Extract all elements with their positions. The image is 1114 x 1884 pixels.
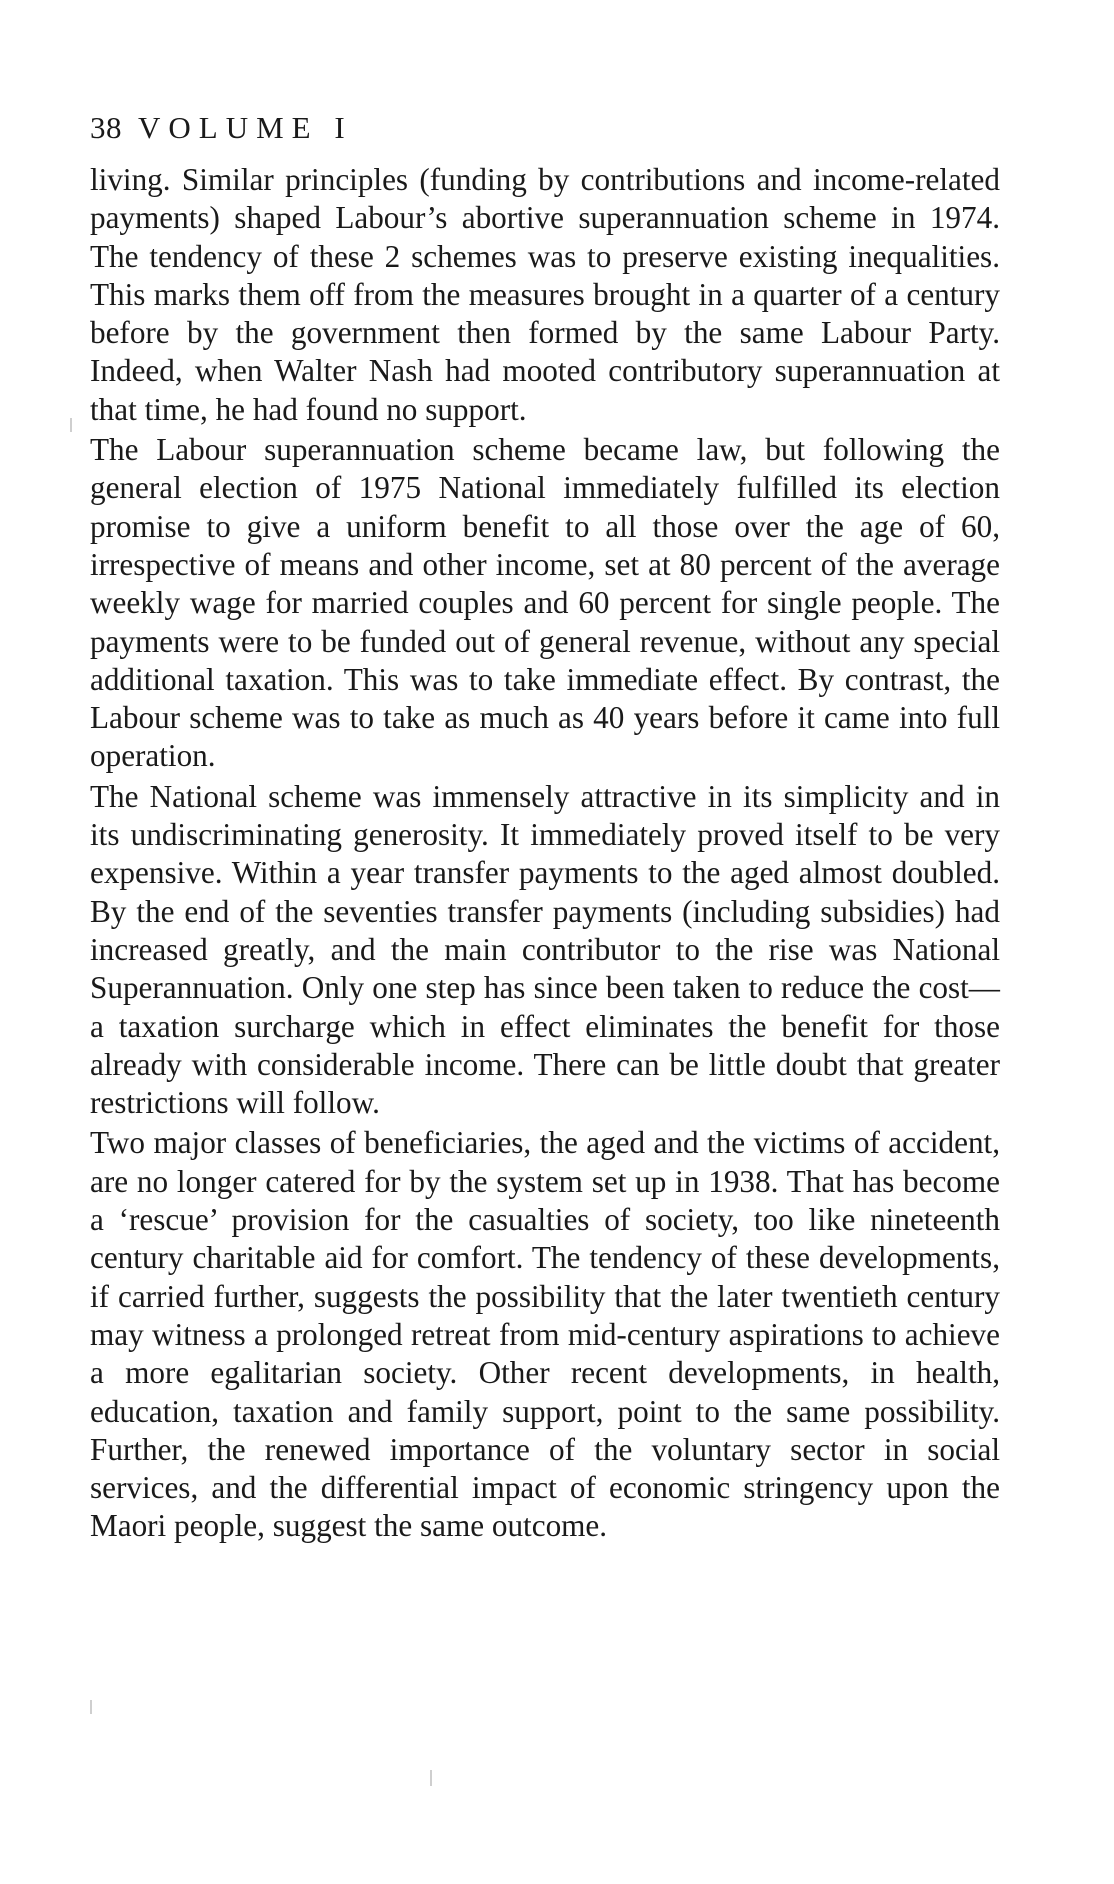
scan-speck: [430, 1770, 432, 1786]
paragraph-3: The National scheme was immensely attractive in its simplicity and in its undiscriminating generosity. It immediately proved itself to be very expensive. Within a year transfer payments to the aged almost doubled. By the end of the seventies transfer payments (including subsidies) had increased greatly, and the main contributor to the rise was National Superannuation. Only one step has since been taken to reduce the cost—a taxation surcharge which in effect eliminates the benefit for those already with considerable income. There can be little doubt that greater restrictions will follow.: [90, 778, 1000, 1121]
paragraph-2: The Labour superannuation scheme became law, but following the general election of 1975 National immediately fulfilled its election promise to give a uniform benefit to all those over the age of 60, irrespective of means and other income, set at 80 percent of the average weekly wage for married couples and 60 percent for single people. The payments were to be funded out of general revenue, without any special additional taxation. This was to take immediate effect. By contrast, the Labour scheme was to take as much as 40 years before it came into full operation.: [90, 432, 1000, 774]
scan-speck: [70, 418, 72, 432]
running-head: [90, 112, 1000, 143]
volume-label: VOLUME I: [138, 110, 353, 145]
paragraph-1: living. Similar principles (funding by contributions and income-related payments) shaped Labour’s abortive superannuation scheme in 1974. The tendency of these 2 schemes was to preserve existing inequalities. This marks them off from the measures brought in a quarter of a century before by the government then formed by the same Labour Party. Indeed, when Walter Nash had mooted contributory superannuation at that time, he had found no support.: [90, 162, 1000, 427]
scan-speck: [90, 1700, 92, 1714]
paragraph-4: Two major classes of beneficiaries, the aged and the victims of accident, are no longer catered for by the system set up in 1938. That has become a ‘rescue’ provision for the casualties of society, too like nineteenth century charitable aid for comfort. The tendency of these developments, if carried further, suggests the possibility that the later twentieth century may witness a prolonged retreat from mid-century aspirations to achieve a more egalitarian society. Other recent developments, in health, education, taxation and family support, point to the same possibility. Further, the renewed importance of the voluntary sector in social services, and the differential impact of economic stringency upon the Maori people, suggest the same outcome.: [90, 1125, 1000, 1544]
page-number: 38: [90, 110, 122, 145]
body-text: [90, 161, 1000, 1546]
book-page: [90, 112, 1000, 1546]
